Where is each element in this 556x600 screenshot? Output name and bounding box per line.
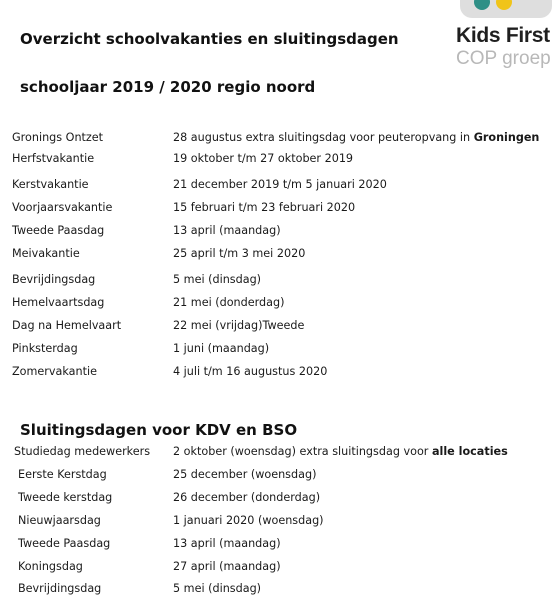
vacation-label: Tweede Paasdag [12, 224, 105, 237]
closing-day-row [0, 445, 556, 463]
closing-day-label: Nieuwjaarsdag [18, 514, 101, 527]
vacation-row [0, 247, 556, 265]
vacation-label: Kerstvakantie [12, 178, 89, 191]
vacation-label: Bevrijdingsdag [12, 273, 96, 286]
vacation-value: 5 mei (dinsdag) [173, 273, 262, 286]
vacation-value: 19 oktober t/m 27 oktober 2019 [173, 152, 354, 165]
vacation-value [173, 131, 539, 144]
closing-day-label: Tweede Paasdag [18, 537, 111, 550]
vacation-row [0, 178, 556, 196]
vacation-label: Meivakantie [12, 247, 80, 260]
vacation-row [0, 319, 556, 337]
vacation-label: Hemelvaartsdag [12, 296, 105, 309]
closing-day-label: Studiedag medewerkers [14, 445, 151, 458]
vacation-value: 22 mei (vrijdag)Tweede [173, 319, 305, 332]
vacation-label: Dag na Hemelvaart [12, 319, 122, 332]
closing-day-row [0, 468, 556, 486]
closing-day-value [173, 445, 508, 458]
vacation-row [0, 273, 556, 291]
vacation-value: 25 april t/m 3 mei 2020 [173, 247, 306, 260]
vacation-row [0, 365, 556, 383]
kids-first-logo [456, 0, 556, 70]
vacation-value: 4 juli t/m 16 augustus 2020 [173, 365, 328, 378]
vacation-row [0, 224, 556, 242]
closing-days-heading: Sluitingsdagen voor KDV en BSO [20, 421, 298, 439]
closing-day-value: 27 april (maandag) [173, 560, 281, 573]
closing-day-label: Koningsdag [18, 560, 83, 573]
closing-day-value: 25 december (woensdag) [173, 468, 317, 481]
logo-subtitle: COP groep [456, 48, 551, 69]
page-title: Overzicht schoolvakanties en sluitingsdagen [20, 30, 399, 48]
closing-day-label: Eerste Kerstdag [18, 468, 107, 481]
vacation-value: 21 mei (donderdag) [173, 296, 285, 309]
school-year-heading: schooljaar 2019 / 2020 regio noord [20, 78, 316, 96]
vacation-label: Voorjaarsvakantie [12, 201, 113, 214]
vacation-label: Pinksterdag [12, 342, 78, 355]
closing-day-row [0, 491, 556, 509]
vacation-value: 1 juni (maandag) [173, 342, 270, 355]
closing-day-row [0, 537, 556, 555]
vacation-label: Gronings Ontzet [12, 131, 104, 144]
vacation-value: 13 april (maandag) [173, 224, 281, 237]
closing-day-row [0, 582, 556, 600]
logo-name: Kids First [456, 24, 550, 47]
closing-day-value: 5 mei (dinsdag) [173, 582, 262, 595]
closing-day-label: Tweede kerstdag [18, 491, 113, 504]
closing-day-value: 26 december (donderdag) [173, 491, 321, 504]
closing-day-value-text: 2 oktober (woensdag) extra sluitingsdag voor [173, 445, 432, 458]
closing-day-value-emphasis: alle locaties [431, 445, 508, 458]
vacation-value: 21 december 2019 t/m 5 januari 2020 [173, 178, 387, 191]
closing-day-row [0, 560, 556, 578]
vacation-row [0, 152, 556, 170]
vacation-row [0, 201, 556, 219]
closing-day-row [0, 514, 556, 532]
vacation-row [0, 342, 556, 360]
closing-day-value: 1 januari 2020 (woensdag) [173, 514, 324, 527]
vacation-row [0, 131, 556, 149]
vacation-value-text: 28 augustus extra sluitingsdag voor peuteropvang in [173, 131, 474, 144]
closing-day-label: Bevrijdingsdag [18, 582, 102, 595]
vacation-row [0, 296, 556, 314]
closing-day-value: 13 april (maandag) [173, 537, 281, 550]
vacation-value-emphasis: Groningen [473, 131, 540, 144]
vacation-value: 15 februari t/m 23 februari 2020 [173, 201, 356, 214]
vacation-label: Zomervakantie [12, 365, 97, 378]
vacation-label: Herfstvakantie [12, 152, 95, 165]
